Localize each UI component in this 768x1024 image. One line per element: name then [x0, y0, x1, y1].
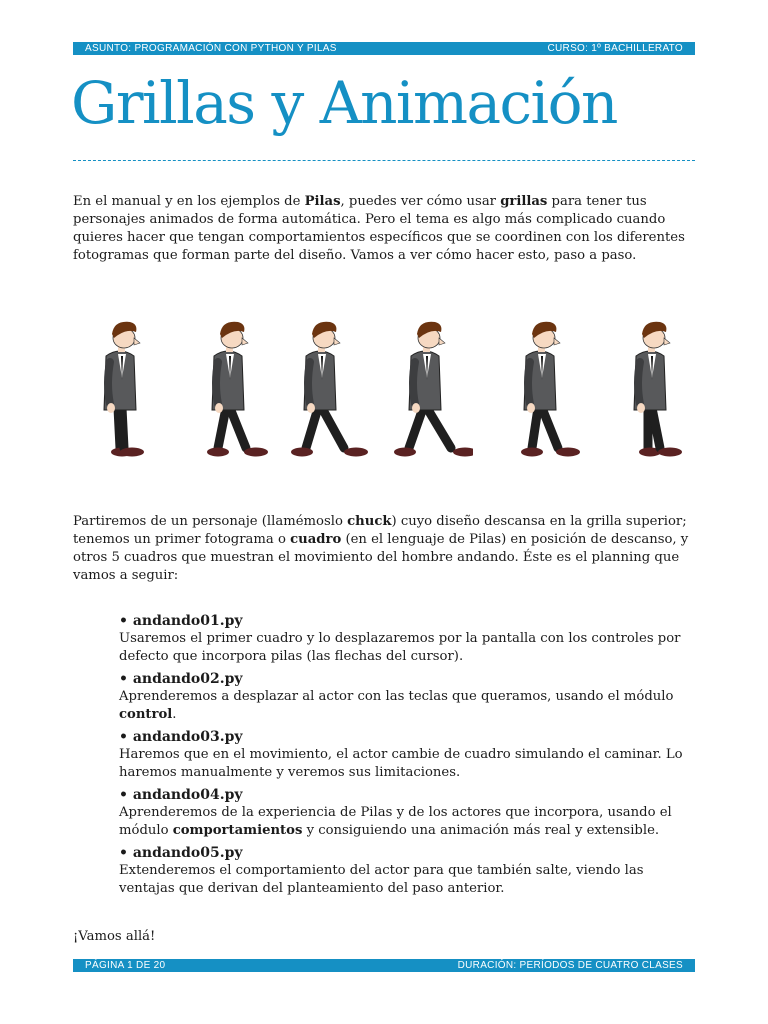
- plan-description: Haremos que en el movimiento, el actor cambie de cuadro simulando el caminar. Lo haremos manualmente y veremos sus limitaciones.: [119, 747, 683, 780]
- header-band: [73, 42, 695, 55]
- plan-filename: • andando01.py: [119, 613, 243, 629]
- intro-bold-grillas: grillas: [500, 194, 548, 209]
- chuck-walk-frame: [196, 318, 276, 468]
- plan-description: Aprenderemos a desplazar al actor con las teclas que queramos, usando el módulo control.: [119, 689, 674, 722]
- title-divider: [73, 160, 695, 161]
- page-number: PÁGINA 1 DE 20: [85, 960, 166, 971]
- list-item: [119, 844, 699, 898]
- list-item: [119, 728, 699, 782]
- closing-text: ¡Vamos allá!: [73, 929, 156, 944]
- plan-filename: • andando04.py: [119, 787, 243, 803]
- list-item: [119, 612, 699, 666]
- body-text-2: ) cuyo diseño descansa en la grilla superior; tenemos un primer fotograma o: [73, 514, 687, 547]
- chuck-walk-frame: [288, 318, 368, 468]
- planning-list: [119, 612, 699, 902]
- course-label: CURSO: 1º BACHILLERATO: [547, 43, 683, 54]
- chuck-walk-frame: [508, 318, 588, 468]
- page-title: Grillas y Animación: [71, 69, 617, 137]
- subject-label: ASUNTO: PROGRAMACIÓN CON PYTHON Y PILAS: [85, 43, 337, 54]
- plan-description: Usaremos el primer cuadro y lo desplazaremos por la pantalla con los controles por defecto que incorpora pilas (las flechas del cursor).: [119, 631, 681, 664]
- plan-filename: • andando02.py: [119, 671, 243, 687]
- body-paragraph: [73, 513, 695, 585]
- body-text-3: (en el lenguaje de Pilas) en posición de descanso, y otros 5 cuadros que muestran el movimiento del hombre andando. Éste es el planning que vamos a seguir:: [73, 532, 689, 583]
- chuck-walk-frame: [393, 318, 473, 468]
- body-bold-cuadro: cuadro: [290, 532, 342, 547]
- intro-bold-pilas: Pilas: [304, 194, 341, 209]
- plan-description: Aprenderemos de la experiencia de Pilas y de los actores que incorpora, usando el módulo comportamientos y consiguiendo una animación más real y extensible.: [119, 805, 672, 838]
- intro-text-1: En el manual y en los ejemplos de: [73, 194, 305, 209]
- list-item: [119, 670, 699, 724]
- plan-description: Extenderemos el comportamiento del actor para que también salte, viendo las ventajas que derivan del planteamiento del paso anterior.: [119, 863, 644, 896]
- plan-filename: • andando03.py: [119, 729, 243, 745]
- footer-band: [73, 959, 695, 972]
- walking-character-grid: [88, 318, 688, 468]
- body-bold-chuck: chuck: [347, 514, 392, 529]
- intro-paragraph: [73, 193, 695, 265]
- body-text-1: Partiremos de un personaje (llamémoslo: [73, 514, 348, 529]
- chuck-walk-frame: [618, 318, 698, 468]
- duration-label: DURACIÓN: PERÍODOS DE CUATRO CLASES: [457, 960, 683, 971]
- list-item: [119, 786, 699, 840]
- intro-text-2: , puedes ver cómo usar: [340, 194, 501, 209]
- chuck-walk-frame: [88, 318, 168, 468]
- plan-filename: • andando05.py: [119, 845, 243, 861]
- intro-text-3: para tener tus personajes animados de forma automática. Pero el tema es algo más complicado cuando quieres hacer que tengan comportamientos específicos que se coordinen con los diferentes fotogramas que forman parte del diseño. Vamos a ver cómo hacer esto, paso a paso.: [73, 194, 685, 263]
